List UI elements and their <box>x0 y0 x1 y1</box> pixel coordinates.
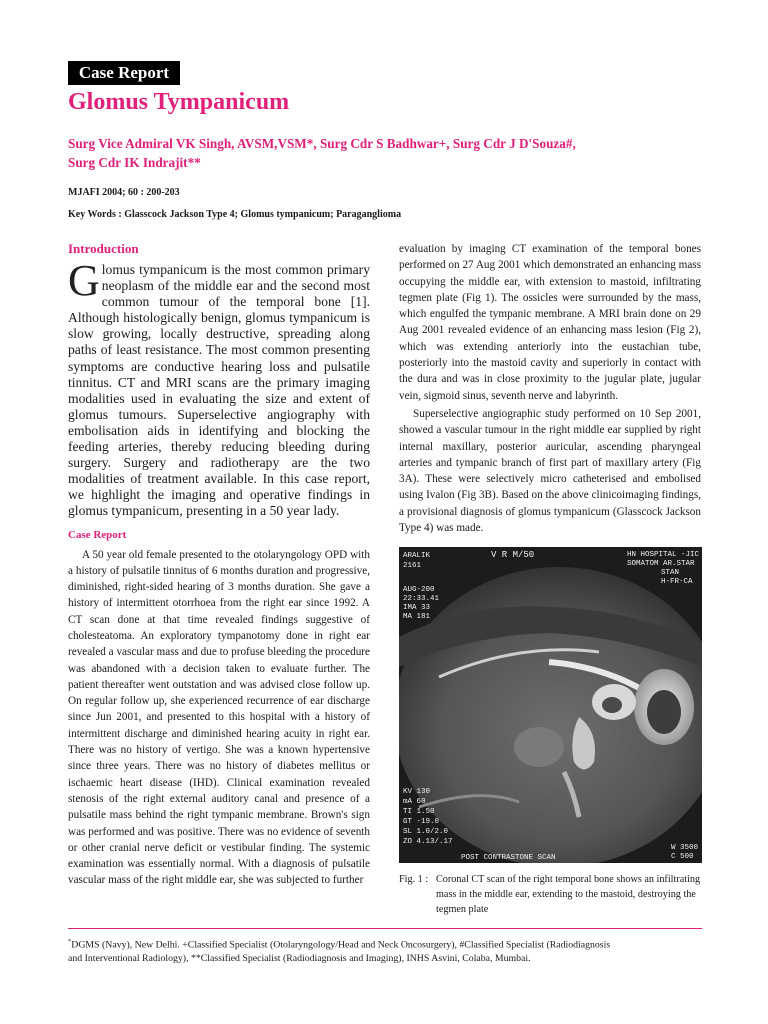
overlay-top-right-2: SOMATOM AR.STAR <box>627 560 695 568</box>
overlay-bottom-left-3: GT -19.0 <box>403 818 440 826</box>
footnote-line-2: and Interventional Radiology), **Classified Specialist (Radiodiagnosis and Imaging), INHS Asvini, Colaba, Mumbai. <box>68 953 531 965</box>
introduction-paragraph <box>68 256 370 520</box>
introduction-heading: Introduction <box>68 241 139 256</box>
footnote-marker: * <box>68 938 72 945</box>
ct-scan-image <box>399 547 702 863</box>
drop-cap: G <box>68 256 100 305</box>
authors-line-1: Surg Vice Admiral VK Singh, AVSM,VSM*, Surg Cdr S Badhwar+, Surg Cdr J D'Souza#, <box>68 136 576 151</box>
ct-scan-figure <box>399 547 702 863</box>
author-list <box>68 134 708 172</box>
overlay-left-info-1: 22:33.41 <box>403 595 440 603</box>
overlay-top-right-3: STAN <box>661 569 680 577</box>
right-column <box>399 241 701 536</box>
case-report-paragraph: A 50 year old female presented to the otolaryngology OPD with a history of pulsatile tinnitus of 6 months duration and progressive, diminished, right-sided hearing of 3 months duration. She gave a history of intermittent otorrhoea from the right ear since 1992. A CT scan done at that time revealed findings suggestive of cholesteatoma. An exploratory tympanotomy done in right ear revealed a vascular mass and due to profuse bleeding the procedure was abandoned with a decision taken to evaluate further. The patient thereafter went outstation and was advised close follow up. On regular follow up, she experienced recurrence of ear discharge since Jun 2001, and presented to this hospital with a history of intermittent discharge and diminished hearing acuity in right ear. There was no history of vertigo. She was a known hypertensive since three years. There was no history of diabetes mellitus or ischaemic heart disease (IHD). Clinical examination revealed stenosis of the right external auditory canal and presence of a pulsatile mass behind the right tympanic membrane. Brown's sign was performed and was positive. There was no evidence of seventh or other cranial nerve deficit or vestibular finding. The systemic examination was essentially normal. With a diagnosis of pulsatile vascular mass of the right middle ear, she was subjected to further <box>68 548 370 887</box>
overlay-bottom-left-1: mA 60 <box>403 798 426 806</box>
overlay-bottom-right-0: W 3500 <box>671 844 699 852</box>
caption-text: Coronal CT scan of the right temporal bone shows an infiltrating mass in the middle ear, extending to the mastoid, destroying the tegmen plate <box>436 874 701 915</box>
footnote <box>68 935 702 966</box>
overlay-bottom-left-0: KV 130 <box>403 788 431 796</box>
overlay-bottom-right-1: C 500 <box>671 853 694 861</box>
authors-line-2: Surg Cdr IK Indrajit** <box>68 155 201 170</box>
caption-label: Fig. 1 : <box>399 874 429 885</box>
angiography-paragraph: Superselective angiographic study performed on 10 Sep 2001, showed a vascular tumour in the right middle ear supplied by right internal maxillary, posterior auricular, ascending pharyngeal arteries and tympanic branch of first part of maxillary artery (Fig 3A). These were selectively micro catheterised and embolised using Ivalon (Fig 3B). Based on the above clinicoimaging findings, a provisional diagnosis of glomus tympanicum (Glasscock Jackson Type 4) was made. <box>399 407 701 535</box>
overlay-left-info-0: AUG-200 <box>403 586 435 594</box>
article-type-badge: Case Report <box>68 61 180 85</box>
article-title: Glomus Tympanicum <box>68 89 290 115</box>
overlay-top-right-4: H-FR-CA <box>661 578 693 586</box>
overlay-top-left-2: 2161 <box>403 562 422 570</box>
overlay-left-info-2: IMA 33 <box>403 604 431 612</box>
overlay-top-center: V R M/50 <box>491 550 535 560</box>
overlay-bottom-left-5: ZO 4.13/.17 <box>403 838 453 846</box>
case-report-heading: Case Report <box>68 528 127 541</box>
figure-caption <box>399 872 702 917</box>
evaluation-paragraph: evaluation by imaging CT examination of the temporal bones performed on 27 Aug 2001 which demonstrated an enhancing mass occupying the middle ear, with extension to mastoid, infiltrating tegmen plate (Fig 1). The ossicles were surrounded by the mass, which engulfed the tympanic membrane. A MRI brain done on 29 Aug 2001 revealed evidence of an enhancing mass lesion (Fig 2), which was extending anteriorly into the eustachian tube, posteriorly into the mastoid cavity and superiorly in contact with the dura and was in close proximity to the jugular plate, jugular vein, sigmoid sinus, seventh nerve and labyrinth. <box>399 243 701 402</box>
overlay-bottom-left-4: SL 1.0/2.0 <box>403 828 449 836</box>
footnote-divider <box>68 928 702 929</box>
keywords: Key Words : Glasscock Jackson Type 4; Glomus tympanicum; Paraganglioma <box>68 209 402 220</box>
overlay-bottom-center: POST CONTRASTONE SCAN <box>461 854 556 862</box>
footnote-line-1: DGMS (Navy), New Delhi. +Classified Specialist (Otolaryngology/Head and Neck Oncosurgery), #Classified Specialist (Radiodiagnosis <box>71 939 611 951</box>
left-column <box>68 241 370 889</box>
overlay-left-info-3: MA 181 <box>403 613 431 621</box>
overlay-bottom-left-2: TI 1.50 <box>403 808 435 816</box>
introduction-text: lomus tympanicum is the most common primary neoplasm of the middle ear and the second most common tumour of the temporal bone [1]. Although histologically benign, glomus tympanicum is slow growing, locally destructive, spreading along paths of least resistance. The most common presenting symptoms are conductive hearing loss and pulsatile tinnitus. CT and MRI scans are the primary imaging modalities used in evaluating the size and extent of glomus tumours. Superselective angiography with embolisation aids in identifying and blocking the feeding arteries, thereby reducing bleeding during surgery. Surgery and radiotherapy are the two modalities of treatment available. In this case report, we highlight the imaging and operative findings in glomus tympanicum, presenting in a 50 year lady. <box>68 262 370 519</box>
overlay-top-right-1: HN HOSPITAL -JIC <box>627 551 700 559</box>
journal-citation: MJAFI 2004; 60 : 200-203 <box>68 187 180 198</box>
overlay-top-left: ARALIK <box>403 552 431 560</box>
